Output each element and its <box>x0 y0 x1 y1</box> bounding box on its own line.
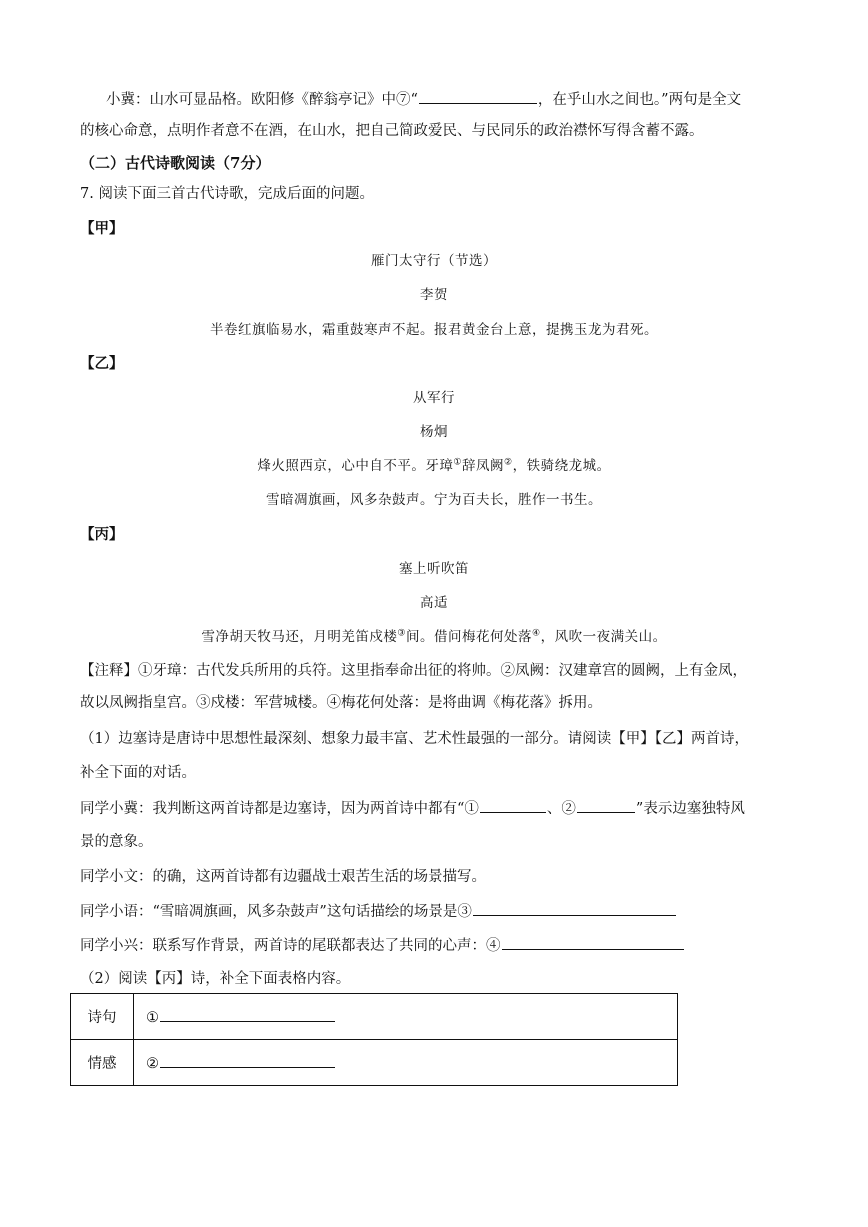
footnote-marker-1: ① <box>453 457 462 468</box>
table-header-emotion: 情感 <box>71 1040 134 1086</box>
poem-bing-line-b: 间。借问梅花何处落 <box>406 629 532 645</box>
poem-bing-author: 高适 <box>420 595 448 611</box>
poem-yi-line-1-a: 烽火照西京，心中自不平。牙璋 <box>257 458 454 474</box>
intro-line-1-prefix: 小冀：山水可显品格。欧阳修《醉翁亭记》中⑦“ <box>106 92 418 108</box>
answer-blank-7[interactable] <box>419 89 537 104</box>
poem-yi-line-1 <box>0 456 868 476</box>
poem-bing-title: 塞上听吹笛 <box>399 561 469 577</box>
poem-yi-line-2: 雪暗凋旗画，风多杂鼓声。宁为百夫长，胜作一书生。 <box>266 492 602 508</box>
poem-jia-line: 半卷红旗临易水，霜重鼓寒声不起。报君黄金台上意，提携玉龙为君死。 <box>210 322 658 338</box>
poem-bing-marker: 【丙】 <box>80 526 124 543</box>
dialogue-xiaoji-line-2: 景的意象。 <box>80 834 153 850</box>
table-answer-blank-2[interactable] <box>160 1053 335 1068</box>
poem-jia-title: 雁门太守行（节选） <box>371 253 497 269</box>
dialogue-xiaoyu <box>80 901 677 922</box>
footnote-marker-2: ② <box>504 457 513 468</box>
poem-jia-author: 李贺 <box>420 287 448 303</box>
poem-yi-line-1-b: 辞凤阙 <box>462 458 504 474</box>
poem-yi-marker: 【乙】 <box>80 355 124 372</box>
poem-jia-marker: 【甲】 <box>80 220 124 237</box>
table-row <box>71 1040 678 1086</box>
dialogue-xiaoyu-prefix: 同学小语：“雪暗凋旗画，风多杂鼓声”这句话描绘的场景是③ <box>80 904 472 920</box>
dialogue-xiaoxing <box>80 935 685 956</box>
sub-question-1-line-2: 补全下面的对话。 <box>80 765 196 781</box>
intro-line-1 <box>106 89 741 110</box>
sub-question-1-line-1: （1）边塞诗是唐诗中思想性最深刻、想象力最丰富、艺术性最强的一部分。请阅读【甲】【乙】两首诗， <box>80 731 749 747</box>
answer-table <box>70 993 678 1086</box>
table-header-poem-line: 诗句 <box>71 994 134 1040</box>
answer-blank-3[interactable] <box>473 901 676 916</box>
answer-blank-2[interactable] <box>577 798 635 813</box>
poem-yi-line-1-c: ，铁骑绕龙城。 <box>512 458 611 474</box>
notes-line-1: 【注释】①牙璋：古代发兵所用的兵符。这里指奉命出征的将帅。②凤阙：汉建章宫的圆阙，上有金凤， <box>80 663 747 679</box>
poem-bing-line <box>0 627 868 647</box>
dialogue-xiaoxing-prefix: 同学小兴：联系写作背景，两首诗的尾联都表达了共同的心声：④ <box>80 938 501 954</box>
dialogue-xiaoji-prefix: 同学小冀：我判断这两首诗都是边塞诗，因为两首诗中都有“① <box>80 801 479 817</box>
table-cell-poem-line <box>134 994 678 1040</box>
footnote-marker-4: ④ <box>532 628 541 639</box>
intro-line-1-suffix: ，在乎山水之间也。”两句是全文 <box>537 92 742 108</box>
notes-line-2: 故以凤阙指皇宫。③戍楼：军营城楼。④梅花何处落：是将曲调《梅花落》拆用。 <box>80 695 602 711</box>
table-cell-emotion <box>134 1040 678 1086</box>
sub-question-2: （2）阅读【丙】诗，补全下面表格内容。 <box>80 971 351 987</box>
section-heading: （二）古代诗歌阅读（7分） <box>80 154 271 172</box>
dialogue-xiaoji-mid: 、② <box>546 801 576 817</box>
answer-blank-4[interactable] <box>502 935 684 950</box>
poem-bing-line-c: ，风吹一夜满关山。 <box>540 629 667 645</box>
table-marker-1: ① <box>146 1010 159 1026</box>
poem-yi-author: 杨炯 <box>420 424 448 440</box>
dialogue-xiaowen: 同学小文：的确，这两首诗都有边疆战士艰苦生活的场景描写。 <box>80 869 486 885</box>
poem-yi-title: 从军行 <box>413 390 455 406</box>
intro-line-2: 的核心命意，点明作者意不在酒，在山水，把自己简政爱民、与民同乐的政治襟怀写得含蓄不露。 <box>80 123 704 139</box>
answer-blank-1[interactable] <box>480 798 546 813</box>
dialogue-xiaoji <box>80 798 745 819</box>
footnote-marker-3: ③ <box>397 628 406 639</box>
table-row <box>71 994 678 1040</box>
poem-bing-line-a: 雪净胡天牧马还，月明羌笛戍楼 <box>201 629 398 645</box>
question-intro: 7. 阅读下面三首古代诗歌，完成后面的问题。 <box>80 186 374 202</box>
table-answer-blank-1[interactable] <box>160 1007 335 1022</box>
table-marker-2: ② <box>146 1056 159 1072</box>
dialogue-xiaoji-suffix: ”表示边塞独特风 <box>635 801 745 817</box>
